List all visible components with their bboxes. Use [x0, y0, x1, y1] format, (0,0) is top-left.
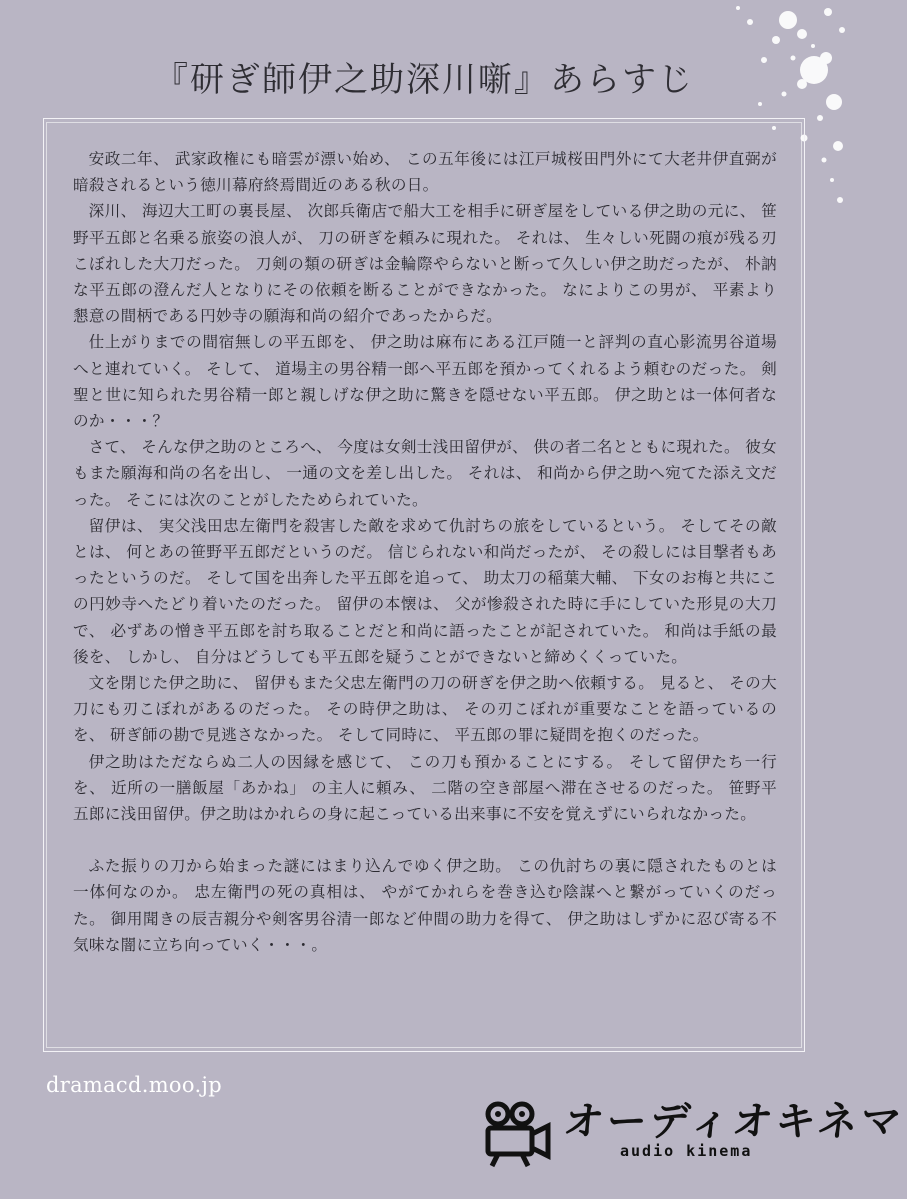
logo-name: オーディオキネマ — [561, 1099, 907, 1145]
synopsis-paragraph: 留伊は、 実父浅田忠左衛門を殺害した敵を求めて仇討ちの旅をしているという。 そしてその敵とは、 何とあの笹野平五郎だというのだ。 信じられない和尚だったが、 その殺しには目撃者もあったというのだ。 そして国を出奔した平五郎を追って、 助太刀の稲葉大輔、 下女のお梅と共にこの円妙寺へたどり着いたのだった。 留伊の本懐は、 父が惨殺された時に手にしていた形見の大刀で、 必ずあの憎き平五郎を討ち取ることだと和尚に語ったことが記されていた。 和尚は手紙の最後を、 しかし、 自分はどうしても平五郎を疑うことができないと締めくくっていた。 — [73, 516, 777, 666]
synopsis-paragraph: 仕上がりまでの間宿無しの平五郎を、 伊之助は麻布にある江戸随一と評判の直心影流男谷道場へと連れていく。 そして、 道場主の男谷精一郎へ平五郎を預かってくれるよう頼むのだった。 剣聖と世に知られた男谷精一郎と親しげな伊之助に驚きを隠せない平五郎。 伊之助とは一体何者なのか・・・？ — [73, 333, 777, 431]
synopsis-paragraph: 伊之助はただならぬ二人の因縁を感じて、 この刀も預かることにする。 そして留伊たち一行を、 近所の一膳飯屋「あかね」 の主人に頼み、 二階の空き部屋へ滞在させるのだった。 笹野平五郎に浅田留伊。伊之助はかれらの身に起こっている出来事に不安を覚えずにいられなかった。 — [73, 752, 777, 824]
website-url[interactable]: dramacd.moo.jp — [46, 1073, 222, 1097]
synopsis-paragraph: ふた振りの刀から始まった謎にはまり込んでゆく伊之助。 この仇討ちの裏に隠されたものとは一体何なのか。 忠左衛門の死の真相は、 やがてかれらを巻き込む陰謀へと繋がっていくのだった。 御用聞きの辰吉親分や剣客男谷清一郎など仲間の助力を得て、 伊之助はしずかに忍び寄る不気味な闇に立ち向っていく・・・。 — [73, 857, 777, 954]
film-camera-icon — [482, 1100, 554, 1168]
logo-subtitle: audio kinema — [620, 1142, 753, 1160]
synopsis-paragraph: 文を閉じた伊之助に、 留伊もまた父忠左衛門の刀の研ぎを伊之助へ依頼する。 見ると、 その大刀にも刃こぼれがあるのだった。 その時伊之助は、 その刃こぼれが重要なことを語っているのを、 研ぎ師の勘で見逃さなかった。 そして同時に、 平五郎の罪に疑問を抱くのだった。 — [73, 674, 777, 745]
synopsis-paragraph: 安政二年、 武家政権にも暗雲が漂い始め、 この五年後には江戸城桜田門外にて大老井伊直弼が暗殺されるという徳川幕府終焉間近のある秋の日。 — [73, 150, 777, 195]
synopsis-paragraph: 深川、 海辺大工町の裏長屋、 次郎兵衛店で船大工を相手に研ぎ屋をしている伊之助の元に、 笹野平五郎と名乗る旅姿の浪人が、 刀の研ぎを頼みに現れた。 それは、 生々しい死闘の痕が残る刃こぼれした大刀だった。 刀剣の類の研ぎは金輪際やらないと断って久しい伊之助だったが、 朴訥な平五郎の澄んだ人となりにその依頼を断ることができなかった。 なによりこの男が、 平素より懇意の間柄である円妙寺の願海和尚の紹介であったからだ。 — [73, 202, 777, 326]
page-title: 『研ぎ師伊之助深川噺』あらすじ — [154, 60, 694, 100]
audio-kinema-logo — [482, 1090, 907, 1170]
synopsis-paragraph: さて、 そんな伊之助のところへ、 今度は女剣士浅田留伊が、 供の者二名とともに現れた。 彼女もまた願海和尚の名を出し、 一通の文を差し出した。 それは、 和尚から伊之助へ宛てた添え文だった。 そこには次のことがしたためられていた。 — [73, 438, 777, 509]
synopsis-body — [73, 146, 777, 958]
